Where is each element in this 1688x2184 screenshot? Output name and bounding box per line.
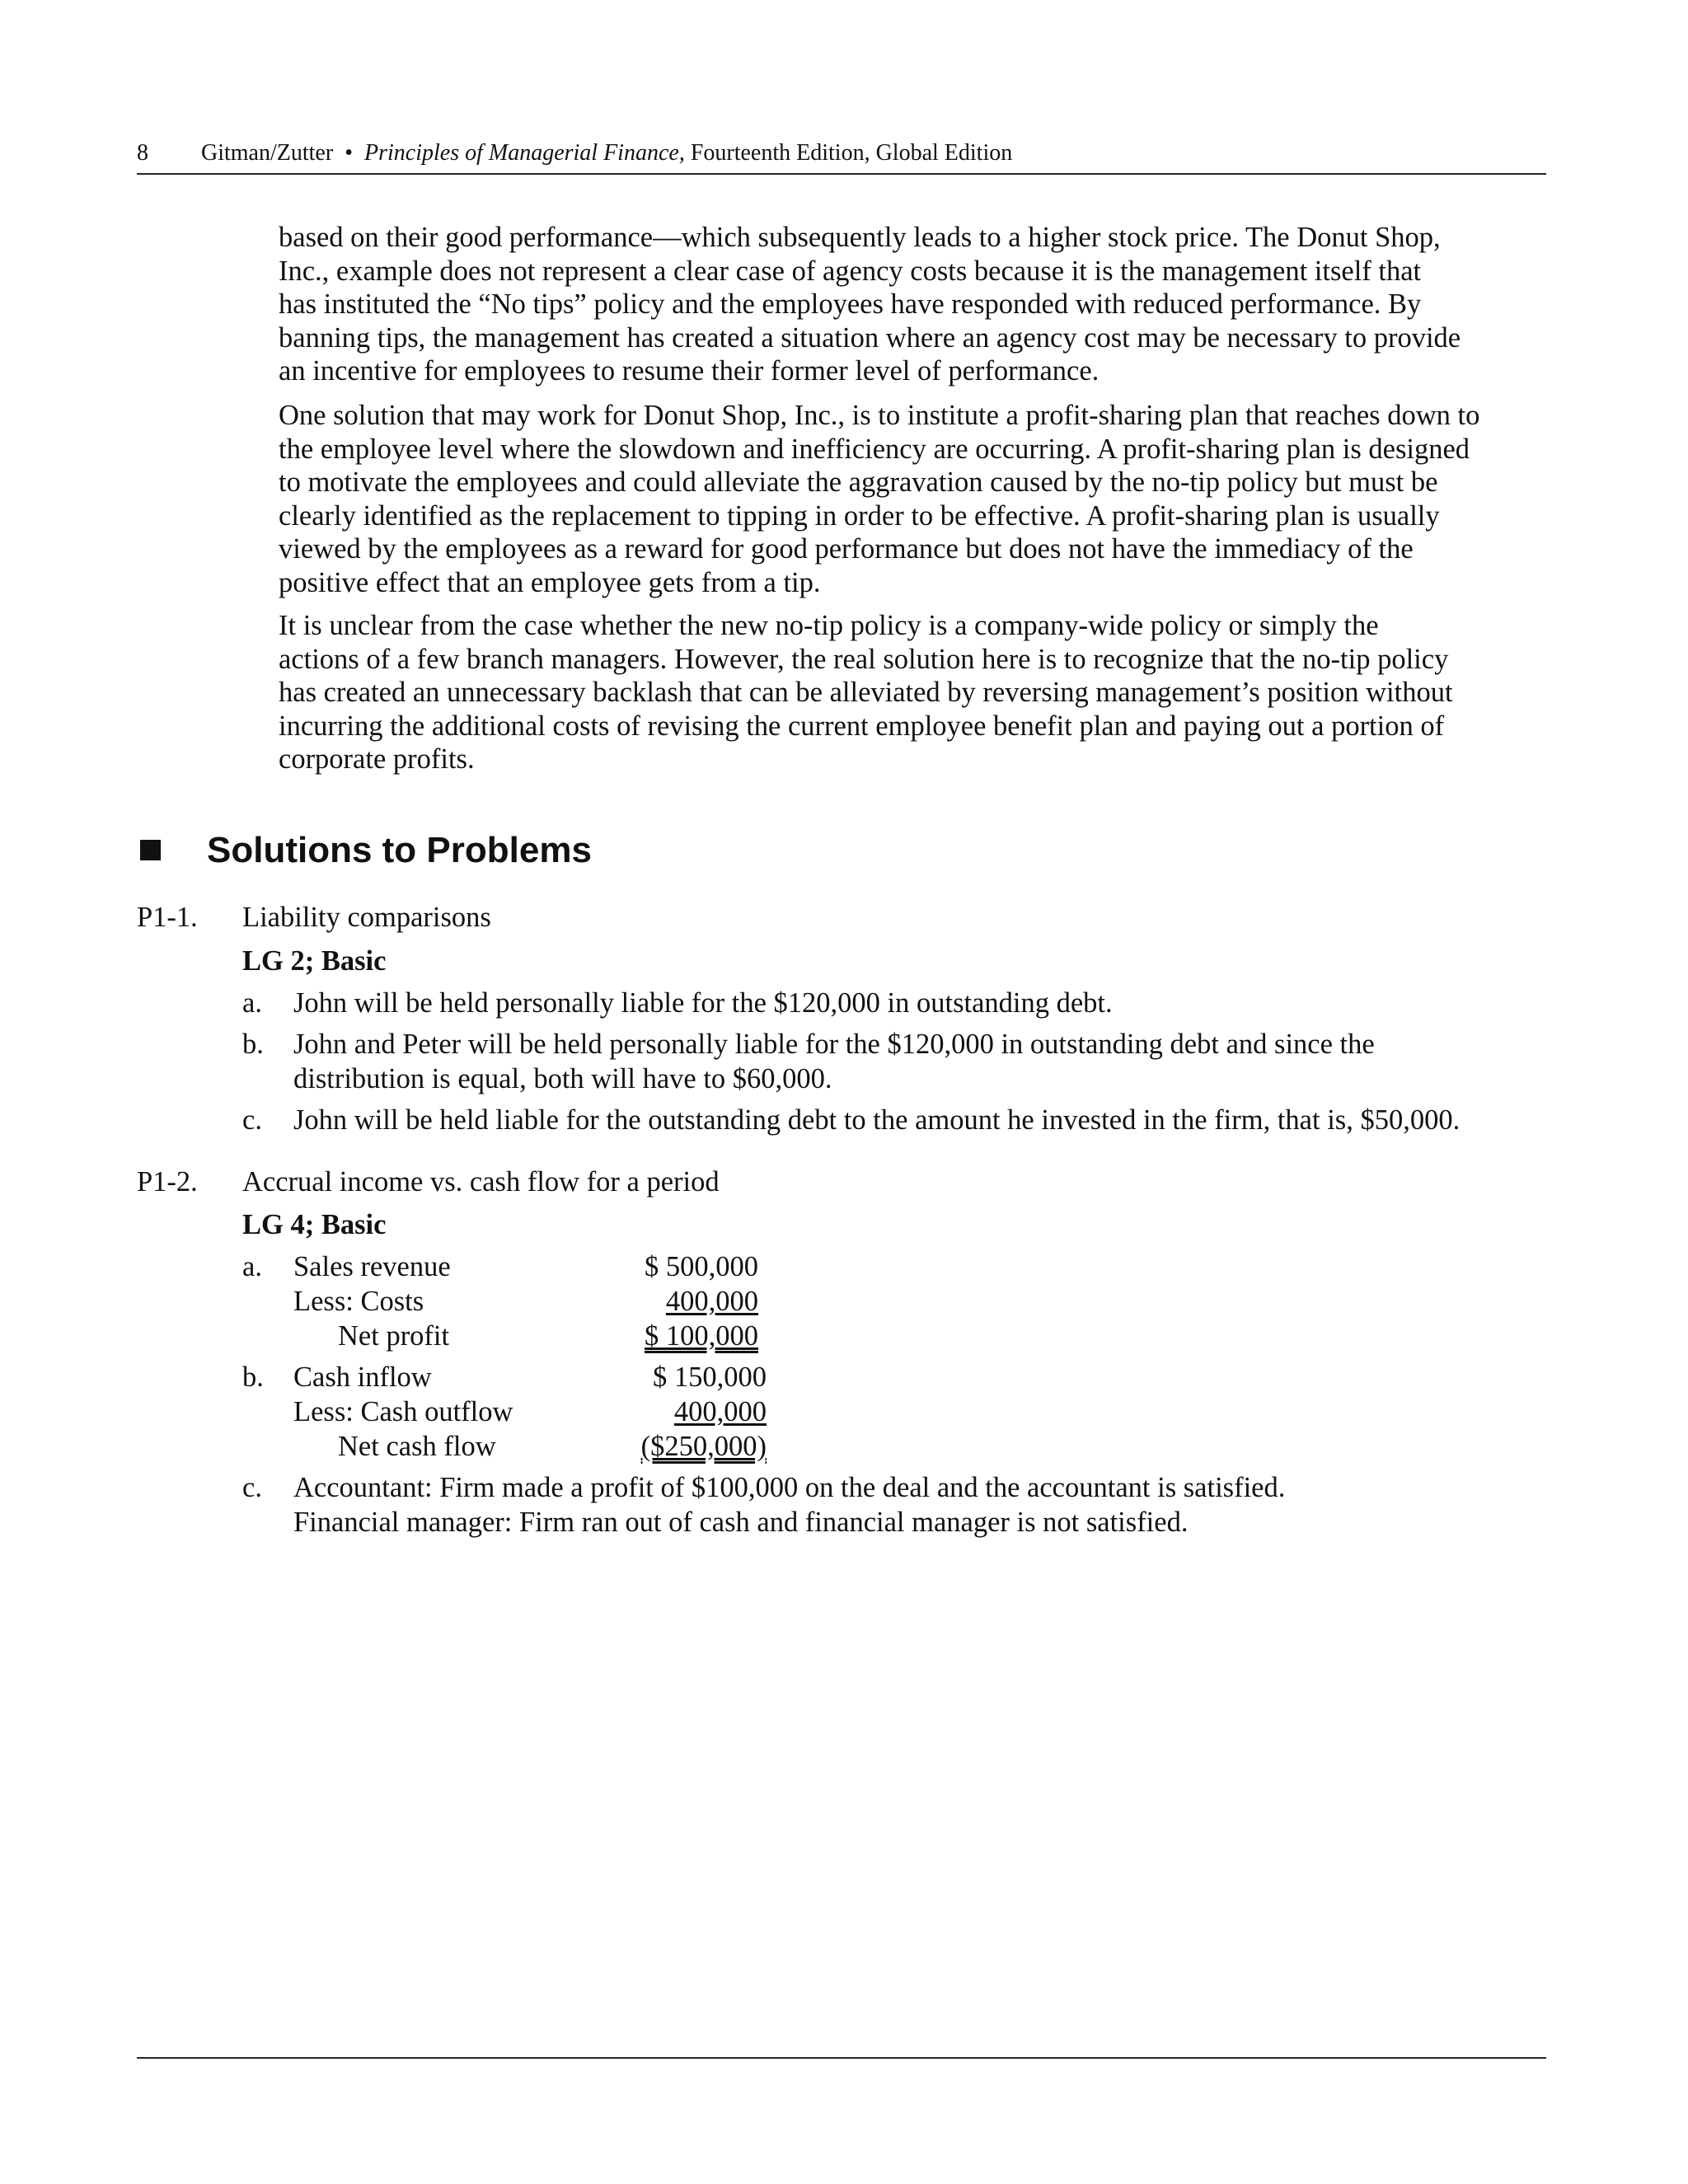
paragraph-line: It is unclear from the case whether the new no-tip policy is a company-wide policy or simply the bbox=[279, 610, 1379, 641]
header-separator: • bbox=[345, 140, 353, 166]
table-row-value: ($250,000) bbox=[640, 1431, 767, 1462]
header-edition: Fourteenth Edition, Global Edition bbox=[690, 140, 1013, 166]
paragraph-line: actions of a few branch managers. However, the real solution here is to recognize that the no-tip policy bbox=[279, 643, 1449, 675]
table-row-value: $ 500,000 bbox=[645, 1251, 758, 1282]
paragraph-1 bbox=[279, 221, 1548, 388]
paragraph-line: the employee level where the slowdown and inefficiency are occurring. A profit-sharing plan is designed bbox=[279, 433, 1470, 465]
header-book-title: Principles of Managerial Finance, bbox=[364, 140, 685, 166]
item-marker: c. bbox=[242, 1472, 262, 1503]
table-row-label: Net cash flow bbox=[338, 1431, 496, 1462]
item-text: Financial manager: Firm ran out of cash and financial manager is not satisfied. bbox=[293, 1507, 1189, 1538]
paragraph-line: positive effect that an employee gets from a tip. bbox=[279, 566, 821, 598]
paragraph-line: corporate profits. bbox=[279, 743, 475, 776]
running-title bbox=[201, 137, 1012, 170]
page-number: 8 bbox=[137, 140, 148, 166]
paragraph-line: an incentive for employees to resume their former level of performance. bbox=[279, 355, 1100, 387]
item-text: distribution is equal, both will have to $60,000. bbox=[293, 1063, 832, 1094]
item-marker: c. bbox=[242, 1104, 262, 1136]
item-marker: a. bbox=[242, 987, 262, 1019]
table-row-value: $ 100,000 bbox=[645, 1320, 758, 1352]
paragraph-line: to motivate the employees and could alleviate the aggravation caused by the no-tip policy but must be bbox=[279, 466, 1438, 499]
header-rule bbox=[137, 173, 1546, 175]
item-marker: b. bbox=[242, 1029, 264, 1060]
item-marker: a. bbox=[242, 1251, 262, 1282]
table-row-value: $ 150,000 bbox=[653, 1361, 767, 1393]
paragraph-line: banning tips, the management has created a situation where an agency cost may be necessary to provide bbox=[279, 321, 1461, 354]
problem-title: Accrual income vs. cash flow for a period bbox=[242, 1166, 720, 1197]
paragraph-2 bbox=[279, 399, 1548, 600]
table-row-label: Cash inflow bbox=[293, 1361, 432, 1393]
problem-number: P1-2. bbox=[137, 1166, 198, 1197]
item-marker: b. bbox=[242, 1361, 264, 1393]
paragraph-3 bbox=[279, 609, 1548, 776]
table-row-label: Less: Costs bbox=[293, 1286, 424, 1317]
learning-goal: LG 2; Basic bbox=[242, 945, 387, 977]
paragraph-line: based on their good performance—which subsequently leads to a higher stock price. The Donut Shop, bbox=[279, 222, 1441, 253]
table-row-value: 400,000 bbox=[665, 1286, 758, 1317]
table-row-label: Sales revenue bbox=[293, 1251, 451, 1282]
table-row-label: Less: Cash outflow bbox=[293, 1396, 513, 1427]
paragraph-line: has instituted the “No tips” policy and the employees have responded with reduced performance. By bbox=[279, 288, 1422, 321]
item-text: John will be held liable for the outstanding debt to the amount he invested in the firm, that is, $50,000. bbox=[293, 1104, 1461, 1136]
item-text: John and Peter will be held personally liable for the $120,000 in outstanding debt and since the bbox=[293, 1029, 1375, 1060]
paragraph-line: Inc., example does not represent a clear case of agency costs because it is the management itself that bbox=[279, 255, 1422, 287]
square-bullet-icon bbox=[140, 840, 161, 860]
item-text: John will be held personally liable for the $120,000 in outstanding debt. bbox=[293, 987, 1113, 1019]
paragraph-line: clearly identified as the replacement to tipping in order to be effective. A profit-sharing plan is usually bbox=[279, 499, 1440, 532]
header-authors: Gitman/Zutter bbox=[201, 140, 334, 166]
learning-goal: LG 4; Basic bbox=[242, 1209, 387, 1240]
item-text: Accountant: Firm made a profit of $100,000 on the deal and the accountant is satisfied. bbox=[293, 1472, 1286, 1503]
paragraph-line: incurring the additional costs of revising the current employee benefit plan and paying out a portion of bbox=[279, 710, 1445, 742]
problem-number: P1-1. bbox=[137, 902, 198, 933]
paragraph-line: viewed by the employees as a reward for good performance but does not have the immediacy of the bbox=[279, 533, 1414, 565]
section-title: Solutions to Problems bbox=[207, 830, 592, 870]
problem-title: Liability comparisons bbox=[242, 902, 491, 933]
footer-rule bbox=[137, 2057, 1546, 2059]
table-row-value: 400,000 bbox=[673, 1396, 767, 1427]
paragraph-line: One solution that may work for Donut Shop, Inc., is to institute a profit-sharing plan that reaches down to bbox=[279, 400, 1480, 431]
paragraph-line: has created an unnecessary backlash that can be alleviated by reversing management’s position without bbox=[279, 677, 1453, 709]
table-row-label: Net profit bbox=[338, 1320, 450, 1352]
